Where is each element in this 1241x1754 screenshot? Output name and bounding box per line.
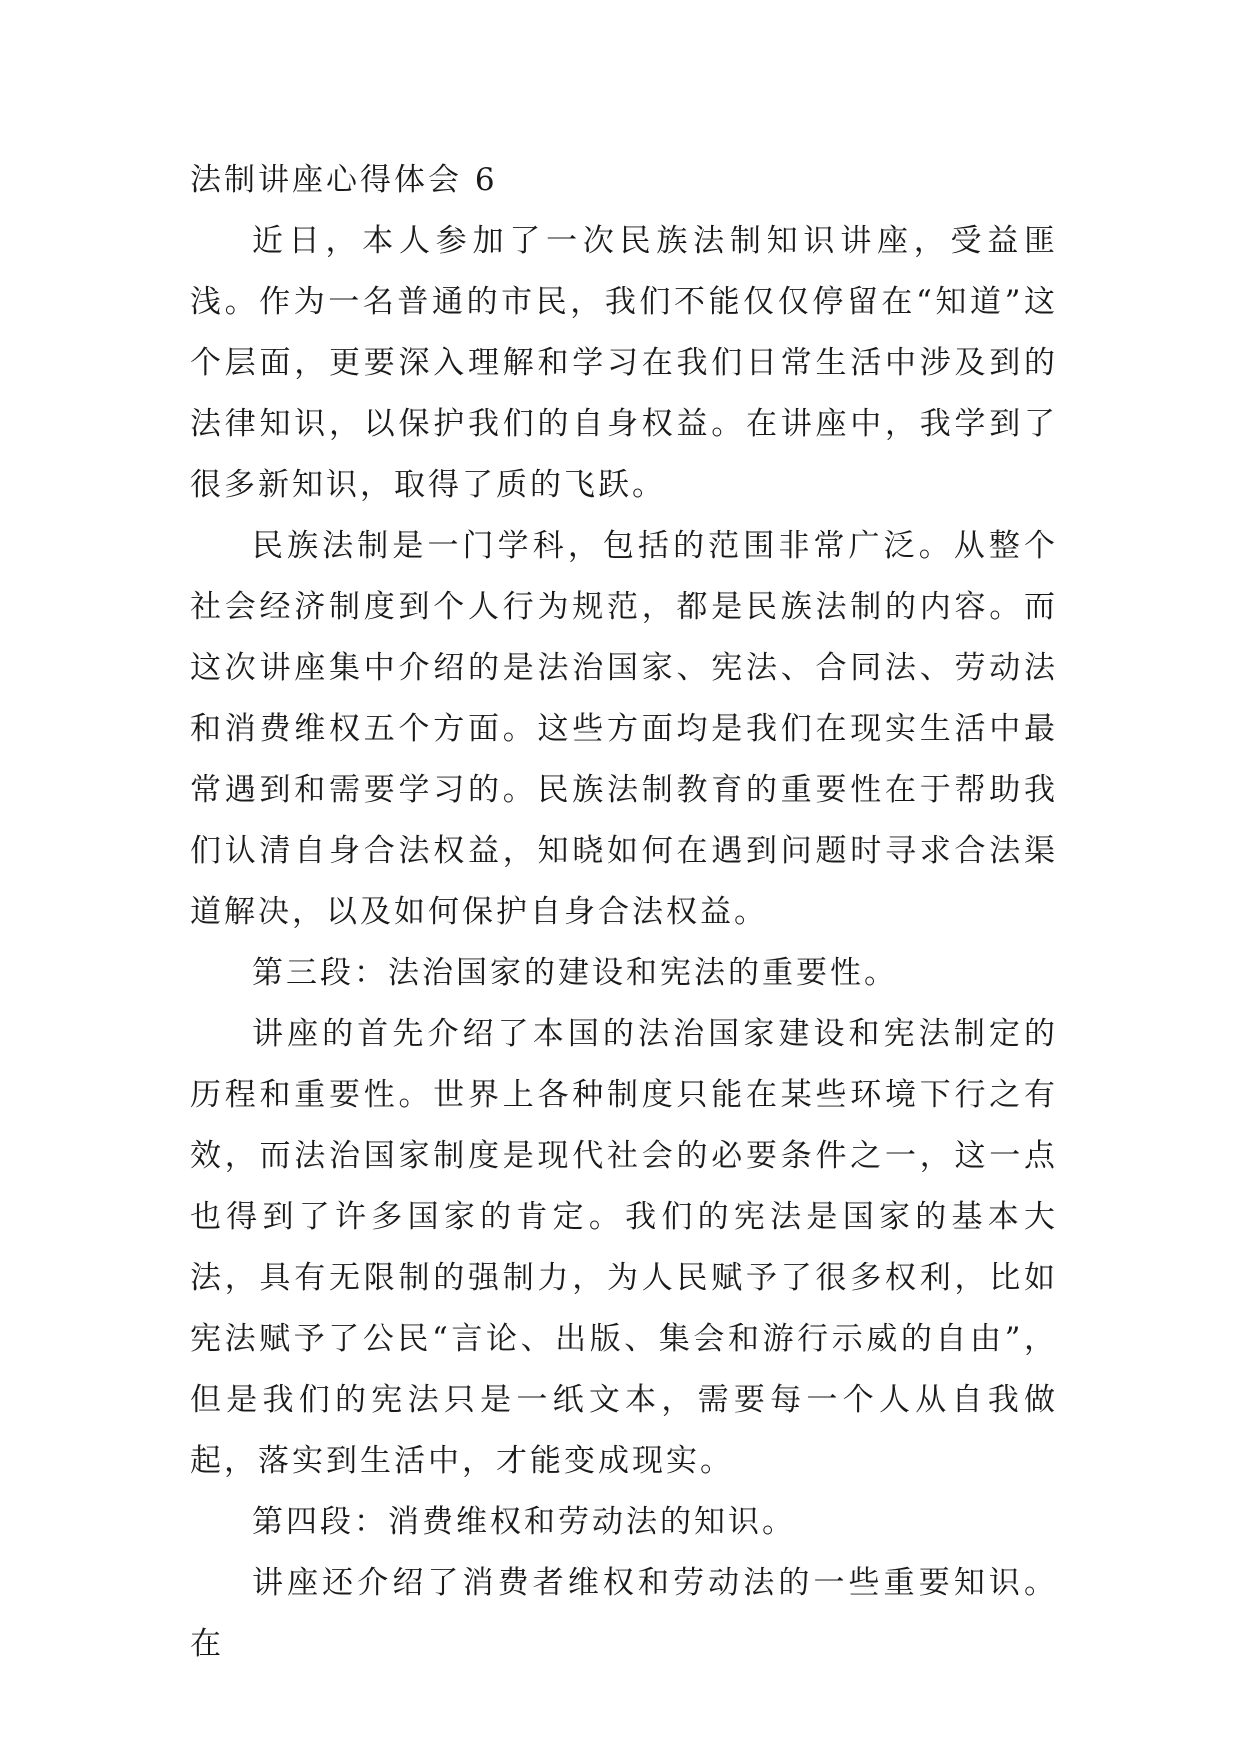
section-heading-four: 第四段：消费维权和劳动法的知识。 [252,1504,796,1540]
section-heading-three: 第三段：法治国家的建设和宪法的重要性。 [252,955,898,991]
paragraph-consumer-labor: 讲座还介绍了消费者维权和劳动法的一些重要知识。在 [190,1565,1058,1662]
document-page [190,150,1058,1675]
paragraph-constitution: 讲座的首先介绍了本国的法治国家建设和宪法制定的历程和重要性。世界上各种制度只能在某些环境下行之有效，而法治国家制度是现代社会的必要条件之一，这一点也得到了许多国家的肯定。我们的宪法是国家的基本大法，具有无限制的强制力，为人民赋予了很多权利，比如宪法赋予了公民“言论、出版、集会和游行示威的自由”，但是我们的宪法只是一纸文本，需要每一个人从自我做起，落实到生活中，才能变成现实。 [190,1016,1058,1479]
paragraph-scope: 民族法制是一门学科，包括的范围非常广泛。从整个社会经济制度到个人行为规范，都是民族法制的内容。而这次讲座集中介绍的是法治国家、宪法、合同法、劳动法和消费维权五个方面。这些方面均是我们在现实生活中最常遇到和需要学习的。民族法制教育的重要性在于帮助我们认清自身合法权益，知晓如何在遇到问题时寻求合法渠道解决，以及如何保护自身合法权益。 [190,528,1058,930]
document-title: 法制讲座心得体会 6 [190,162,498,198]
paragraph-intro: 近日，本人参加了一次民族法制知识讲座，受益匪浅。作为一名普通的市民，我们不能仅仅停留在“知道”这个层面，更要深入理解和学习在我们日常生活中涉及到的法律知识，以保护我们的自身权益。在讲座中，我学到了很多新知识，取得了质的飞跃。 [190,223,1058,503]
